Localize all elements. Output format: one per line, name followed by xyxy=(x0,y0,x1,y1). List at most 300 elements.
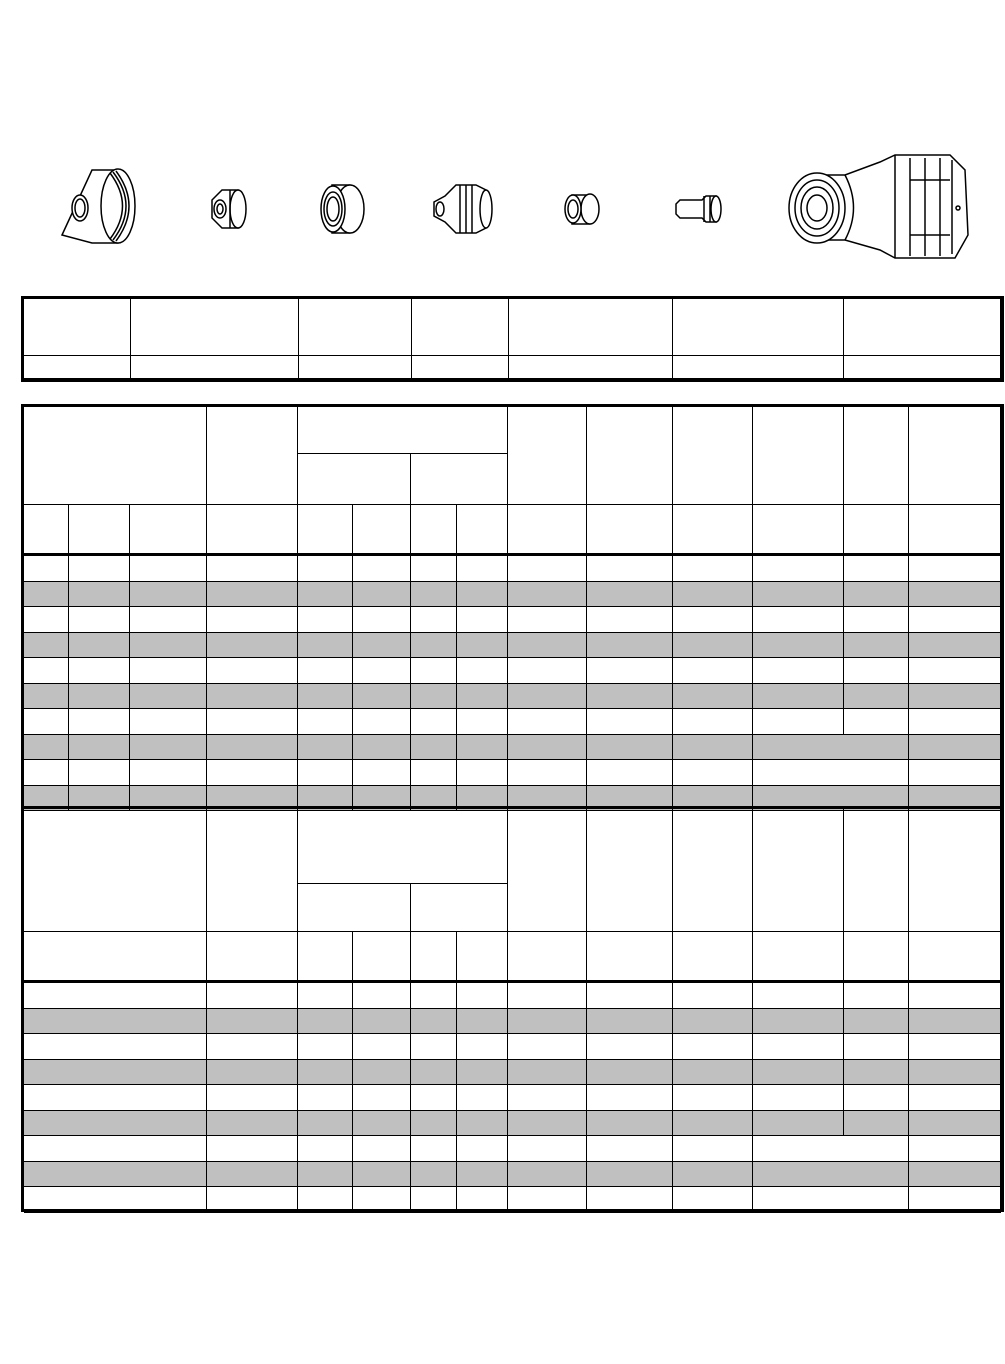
table-cell xyxy=(508,1034,587,1060)
header-cell xyxy=(508,809,587,932)
subgroup-header-cell xyxy=(298,884,411,932)
table-cell xyxy=(24,1162,207,1188)
table-cell xyxy=(130,633,207,659)
table-cell xyxy=(298,684,353,710)
table-cell xyxy=(457,658,508,684)
table-cell xyxy=(411,760,457,786)
table-cell xyxy=(753,1034,844,1060)
table-cell xyxy=(130,582,207,608)
table-cell xyxy=(298,1136,353,1162)
table-cell xyxy=(909,1111,1001,1137)
table-cell xyxy=(909,1009,1001,1035)
merged-cell xyxy=(753,1136,909,1162)
parts-table xyxy=(21,296,1004,382)
table-cell xyxy=(457,684,508,710)
table-cell xyxy=(909,658,1001,684)
table-cell xyxy=(909,1136,1001,1162)
table-cell xyxy=(909,760,1001,786)
header-cell xyxy=(844,809,909,932)
table-cell xyxy=(508,735,587,761)
merged-cell xyxy=(753,760,909,786)
table-cell xyxy=(24,658,69,684)
unit-header-cell xyxy=(130,505,207,554)
table-cell xyxy=(673,1187,753,1213)
table-cell xyxy=(411,1034,457,1060)
table-cell xyxy=(844,607,909,633)
unit-header-cell xyxy=(508,505,587,554)
header-cell xyxy=(24,809,207,932)
unit-header-cell xyxy=(353,932,411,981)
table-cell xyxy=(298,709,353,735)
table-cell xyxy=(673,1162,753,1188)
table-cell xyxy=(24,760,69,786)
unit-header-cell xyxy=(587,932,673,981)
table-cell xyxy=(587,983,673,1009)
table-cell xyxy=(587,582,673,608)
table-cell xyxy=(69,735,130,761)
table-cell xyxy=(207,607,298,633)
table-cell xyxy=(353,658,411,684)
unit-header-cell xyxy=(353,505,411,554)
header-cell xyxy=(587,407,673,505)
table-cell xyxy=(673,658,753,684)
table-cell xyxy=(24,1111,207,1137)
unit-header-cell xyxy=(673,505,753,554)
table-cell xyxy=(298,556,353,582)
table-cell xyxy=(909,1085,1001,1111)
table-cell xyxy=(24,1009,207,1035)
table-cell xyxy=(844,1034,909,1060)
table-cell xyxy=(411,684,457,710)
table-cell xyxy=(207,760,298,786)
table-cell xyxy=(457,1085,508,1111)
table-cell xyxy=(207,1111,298,1137)
table-cell xyxy=(457,582,508,608)
table-cell xyxy=(673,1136,753,1162)
table-cell xyxy=(69,582,130,608)
table-cell xyxy=(207,1009,298,1035)
header-cell xyxy=(753,809,844,932)
table-cell xyxy=(844,1009,909,1035)
unit-header-cell xyxy=(844,932,909,981)
electrode-icon xyxy=(676,196,721,222)
table-cell xyxy=(207,709,298,735)
table-cell xyxy=(508,1009,587,1035)
table-cell xyxy=(207,1162,298,1188)
cut-chart-table-2 xyxy=(21,806,1004,1212)
table-cell xyxy=(207,735,298,761)
table-cell xyxy=(353,582,411,608)
table-cell xyxy=(457,1111,508,1137)
table-cell xyxy=(508,1136,587,1162)
torch-body-icon xyxy=(789,155,968,258)
header-cell xyxy=(587,809,673,932)
table-cell xyxy=(457,607,508,633)
table-cell xyxy=(508,658,587,684)
table-cell xyxy=(587,1085,673,1111)
unit-header-cell xyxy=(298,505,353,554)
table-cell xyxy=(753,556,844,582)
table-cell xyxy=(353,556,411,582)
shield-icon xyxy=(62,169,135,243)
header-cell xyxy=(753,407,844,505)
table-cell xyxy=(298,1009,353,1035)
table-cell xyxy=(587,1162,673,1188)
table-cell xyxy=(411,1162,457,1188)
table-cell xyxy=(457,556,508,582)
table-cell xyxy=(509,356,673,379)
table-cell xyxy=(587,633,673,659)
header-cell xyxy=(909,809,1001,932)
header-cell xyxy=(673,407,753,505)
header-cell xyxy=(673,299,844,356)
table-cell xyxy=(24,556,69,582)
table-cell xyxy=(457,633,508,659)
table-cell xyxy=(844,709,909,735)
table-cell xyxy=(508,607,587,633)
table-cell xyxy=(909,1187,1001,1213)
subgroup-header-cell xyxy=(298,454,411,505)
table-cell xyxy=(131,356,299,379)
table-cell xyxy=(844,658,909,684)
header-cell xyxy=(24,407,207,505)
table-cell xyxy=(24,983,207,1009)
table-cell xyxy=(69,684,130,710)
table-cell xyxy=(844,1085,909,1111)
table-cell xyxy=(753,633,844,659)
table-cell xyxy=(353,709,411,735)
table-cell xyxy=(24,356,131,379)
table-cell xyxy=(844,1060,909,1086)
table-cell xyxy=(753,1085,844,1111)
unit-header-cell xyxy=(844,505,909,554)
unit-header-cell xyxy=(24,932,207,981)
table-cell xyxy=(24,633,69,659)
table-cell xyxy=(753,684,844,710)
table-cell xyxy=(207,1060,298,1086)
table-cell xyxy=(353,684,411,710)
table-cell xyxy=(298,735,353,761)
table-cell xyxy=(130,556,207,582)
table-cell xyxy=(673,556,753,582)
header-cell xyxy=(673,809,753,932)
table-cell xyxy=(457,1034,508,1060)
subgroup-header-cell xyxy=(411,884,508,932)
table-cell xyxy=(673,760,753,786)
subgroup-header-cell xyxy=(411,454,508,505)
table-cell xyxy=(353,1162,411,1188)
merged-cell xyxy=(753,1187,909,1213)
table-cell xyxy=(673,356,844,379)
table-cell xyxy=(24,1085,207,1111)
table-cell xyxy=(411,556,457,582)
table-cell xyxy=(207,1187,298,1213)
table-cell xyxy=(24,709,69,735)
table-cell xyxy=(411,1009,457,1035)
header-cell xyxy=(412,299,509,356)
table-cell xyxy=(207,684,298,710)
table-cell xyxy=(298,633,353,659)
table-cell xyxy=(844,556,909,582)
table-cell xyxy=(587,607,673,633)
table-cell xyxy=(587,1034,673,1060)
table-cell xyxy=(844,1111,909,1137)
merged-cell xyxy=(753,1162,909,1188)
table-cell xyxy=(207,1085,298,1111)
table-cell xyxy=(411,658,457,684)
table-cell xyxy=(753,983,844,1009)
table-cell xyxy=(508,760,587,786)
table-cell xyxy=(587,556,673,582)
table-cell xyxy=(457,1060,508,1086)
table-cell xyxy=(69,556,130,582)
table-cell xyxy=(411,709,457,735)
table-cell xyxy=(673,582,753,608)
table-cell xyxy=(411,582,457,608)
table-cell xyxy=(411,633,457,659)
unit-header-cell xyxy=(508,932,587,981)
table-cell xyxy=(508,1162,587,1188)
header-cell xyxy=(844,299,1001,356)
header-cell xyxy=(509,299,673,356)
table-cell xyxy=(24,1034,207,1060)
table-cell xyxy=(130,709,207,735)
table-cell xyxy=(411,607,457,633)
cut-chart-table-1 xyxy=(21,404,1004,811)
table-cell xyxy=(508,582,587,608)
table-cell xyxy=(508,1085,587,1111)
table-cell xyxy=(24,607,69,633)
table-cell xyxy=(457,1136,508,1162)
unit-header-cell xyxy=(673,932,753,981)
table-cell xyxy=(298,1111,353,1137)
unit-header-cell xyxy=(411,505,457,554)
table-cell xyxy=(909,684,1001,710)
table-cell xyxy=(69,633,130,659)
table-cell xyxy=(298,1085,353,1111)
shield-cap-icon xyxy=(212,190,246,228)
table-cell xyxy=(353,983,411,1009)
table-cell xyxy=(673,1009,753,1035)
table-cell xyxy=(909,556,1001,582)
table-cell xyxy=(753,1060,844,1086)
table-cell xyxy=(207,1136,298,1162)
table-cell xyxy=(130,760,207,786)
table-cell xyxy=(457,760,508,786)
table-cell xyxy=(411,1136,457,1162)
table-cell xyxy=(353,1085,411,1111)
table-cell xyxy=(207,633,298,659)
table-cell xyxy=(844,582,909,608)
table-cell xyxy=(508,1060,587,1086)
table-cell xyxy=(909,1034,1001,1060)
table-cell xyxy=(24,684,69,710)
table-cell xyxy=(353,1034,411,1060)
table-cell xyxy=(508,556,587,582)
table-cell xyxy=(844,684,909,710)
table-cell xyxy=(207,556,298,582)
table-cell xyxy=(353,760,411,786)
retaining-cap-icon xyxy=(321,185,364,233)
table-cell xyxy=(587,1111,673,1137)
header-cell xyxy=(508,407,587,505)
table-cell xyxy=(353,1009,411,1035)
table-cell xyxy=(753,582,844,608)
table-cell xyxy=(587,658,673,684)
table-cell xyxy=(69,607,130,633)
table-cell xyxy=(412,356,509,379)
table-cell xyxy=(909,633,1001,659)
table-cell xyxy=(673,1111,753,1137)
table-cell xyxy=(207,582,298,608)
table-cell xyxy=(298,1187,353,1213)
unit-header-cell xyxy=(457,932,508,981)
table-cell xyxy=(673,633,753,659)
table-cell xyxy=(673,684,753,710)
table-cell xyxy=(353,1111,411,1137)
table-cell xyxy=(411,1060,457,1086)
table-cell xyxy=(909,582,1001,608)
group-header-cell xyxy=(298,407,508,454)
table-cell xyxy=(411,983,457,1009)
table-cell xyxy=(457,1187,508,1213)
table-cell xyxy=(587,1009,673,1035)
table-cell xyxy=(207,983,298,1009)
table-cell xyxy=(587,709,673,735)
table-cell xyxy=(207,658,298,684)
table-cell xyxy=(411,1085,457,1111)
group-header-cell xyxy=(298,809,508,884)
table-cell xyxy=(587,1187,673,1213)
table-cell xyxy=(909,735,1001,761)
table-cell xyxy=(587,735,673,761)
table-cell xyxy=(353,1060,411,1086)
table-cell xyxy=(298,607,353,633)
table-cell xyxy=(411,735,457,761)
table-cell xyxy=(673,1034,753,1060)
table-cell xyxy=(207,1034,298,1060)
table-cell xyxy=(298,658,353,684)
table-cell xyxy=(298,1060,353,1086)
table-cell xyxy=(673,1060,753,1086)
table-cell xyxy=(673,709,753,735)
table-cell xyxy=(353,735,411,761)
table-cell xyxy=(130,684,207,710)
table-cell xyxy=(753,1111,844,1137)
table-cell xyxy=(411,1111,457,1137)
table-cell xyxy=(909,1060,1001,1086)
table-cell xyxy=(673,1085,753,1111)
table-cell xyxy=(69,658,130,684)
table-cell xyxy=(298,983,353,1009)
table-cell xyxy=(508,983,587,1009)
header-cell xyxy=(207,809,298,932)
table-cell xyxy=(909,607,1001,633)
table-cell xyxy=(24,1187,207,1213)
swirl-ring-icon xyxy=(565,194,599,224)
table-cell xyxy=(909,1162,1001,1188)
header-cell xyxy=(844,407,909,505)
table-cell xyxy=(24,1136,207,1162)
table-cell xyxy=(457,1162,508,1188)
nozzle-icon xyxy=(434,185,492,233)
table-cell xyxy=(69,760,130,786)
unit-header-cell xyxy=(753,932,844,981)
table-cell xyxy=(508,709,587,735)
header-cell xyxy=(24,299,131,356)
table-cell xyxy=(753,1009,844,1035)
unit-header-cell xyxy=(207,505,298,554)
table-cell xyxy=(457,1009,508,1035)
header-cell xyxy=(207,407,298,505)
table-cell xyxy=(69,709,130,735)
table-cell xyxy=(298,760,353,786)
header-cell xyxy=(299,299,412,356)
table-cell xyxy=(353,1187,411,1213)
table-cell xyxy=(457,735,508,761)
table-cell xyxy=(353,607,411,633)
table-cell xyxy=(298,582,353,608)
table-cell xyxy=(24,735,69,761)
table-cell xyxy=(353,1136,411,1162)
header-cell xyxy=(131,299,299,356)
table-cell xyxy=(844,356,1001,379)
merged-cell xyxy=(753,735,909,761)
table-cell xyxy=(753,658,844,684)
table-cell xyxy=(353,633,411,659)
table-cell xyxy=(587,1136,673,1162)
unit-header-cell xyxy=(24,505,69,554)
unit-header-cell xyxy=(909,932,1001,981)
unit-header-cell xyxy=(753,505,844,554)
table-cell xyxy=(130,658,207,684)
unit-header-cell xyxy=(411,932,457,981)
unit-header-cell xyxy=(457,505,508,554)
table-cell xyxy=(299,356,412,379)
table-cell xyxy=(844,633,909,659)
table-cell xyxy=(587,760,673,786)
table-cell xyxy=(909,709,1001,735)
table-cell xyxy=(844,983,909,1009)
header-cell xyxy=(909,407,1001,505)
unit-header-cell xyxy=(587,505,673,554)
table-cell xyxy=(298,1162,353,1188)
table-cell xyxy=(130,607,207,633)
unit-header-cell xyxy=(207,932,298,981)
table-cell xyxy=(508,1111,587,1137)
table-cell xyxy=(909,983,1001,1009)
table-cell xyxy=(673,735,753,761)
table-cell xyxy=(587,1060,673,1086)
table-cell xyxy=(508,633,587,659)
table-cell xyxy=(130,735,207,761)
table-cell xyxy=(753,709,844,735)
table-cell xyxy=(457,983,508,1009)
table-cell xyxy=(411,1187,457,1213)
consumables-illustration-row xyxy=(0,140,1005,280)
table-cell xyxy=(508,684,587,710)
unit-header-cell xyxy=(298,932,353,981)
table-cell xyxy=(298,1034,353,1060)
table-cell xyxy=(587,684,673,710)
unit-header-cell xyxy=(909,505,1001,554)
unit-header-cell xyxy=(69,505,130,554)
table-cell xyxy=(457,709,508,735)
table-cell xyxy=(753,607,844,633)
table-cell xyxy=(673,983,753,1009)
table-cell xyxy=(673,607,753,633)
table-cell xyxy=(24,582,69,608)
